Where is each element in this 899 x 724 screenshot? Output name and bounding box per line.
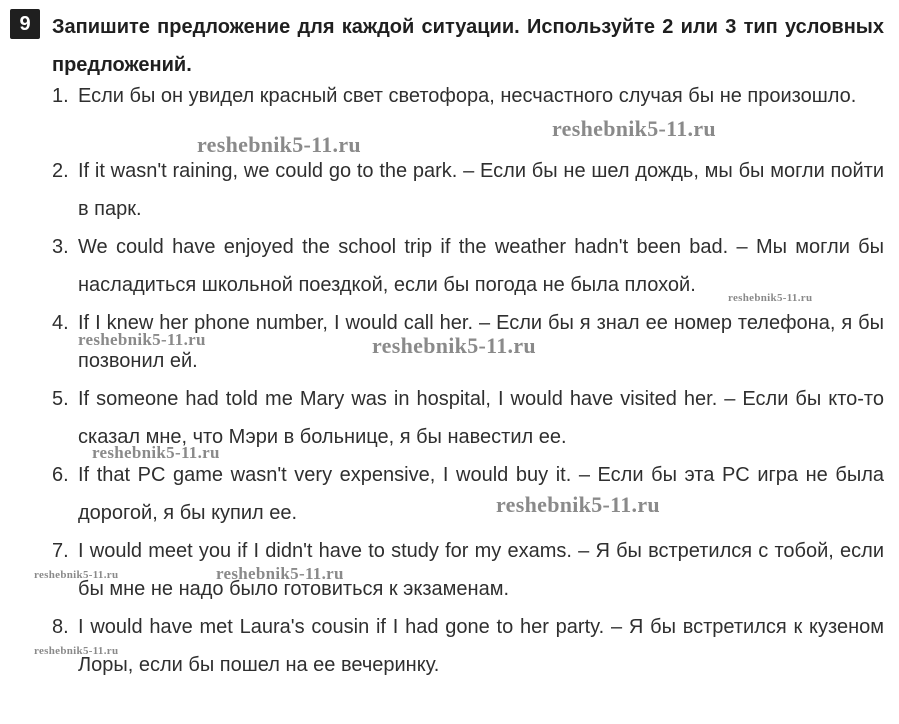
list-item (52, 152, 884, 228)
watermark: reshebnik5-11.ru (197, 132, 361, 157)
watermark: reshebnik5-11.ru (34, 569, 119, 581)
item-number: 8. (52, 616, 69, 638)
item-number: 5. (52, 388, 69, 410)
item-text: We could have enjoyed the school trip if the weather hadn't been bad. – Мы могли бы насладиться школьной поездкой, если бы погода не была плохой. (78, 236, 884, 296)
item-number: 7. (52, 540, 69, 562)
item-number: 6. (52, 464, 69, 486)
list-item (52, 456, 884, 532)
item-text: I would meet you if I didn't have to study for my exams. – Я бы встретился с тобой, если бы мне не надо было готовиться к экзаменам. (78, 540, 884, 600)
list-item (52, 77, 884, 115)
item-number: 2. (52, 160, 69, 182)
watermark: reshebnik5-11.ru (552, 116, 716, 141)
watermark: reshebnik5-11.ru (34, 645, 119, 657)
watermark: reshebnik5-11.ru (728, 292, 813, 304)
item-text: If I knew her phone number, I would call her. – Если бы я знал ее номер телефона, я бы позвонил ей. (78, 312, 884, 372)
watermark: reshebnik5-11.ru (372, 333, 536, 358)
watermark: reshebnik5-11.ru (496, 492, 660, 517)
item-number: 1. (52, 85, 69, 107)
watermark: reshebnik5-11.ru (92, 443, 220, 462)
item-text: If someone had told me Mary was in hospital, I would have visited her. – Если бы кто-то сказал мне, что Мэри в больнице, я бы навестил ее. (78, 388, 884, 448)
item-text: If it wasn't raining, we could go to the park. – Если бы не шел дождь, мы бы могли пойти в парк. (78, 160, 884, 220)
item-text: I would have met Laura's cousin if I had gone to her party. – Я бы встретился к кузеном Лоры, если бы пошел на ее вечеринку. (78, 616, 884, 676)
item-text: If that PC game wasn't very expensive, I would buy it. – Если бы эта PC игра не была дорогой, я бы купил ее. (78, 464, 884, 524)
task-number-badge: 9 (10, 9, 40, 39)
list-item (52, 608, 884, 684)
watermark: reshebnik5-11.ru (78, 330, 206, 349)
item-text: Если бы он увидел красный свет светофора, несчастного случая бы не произошло. (78, 85, 857, 107)
item-number: 3. (52, 236, 69, 258)
watermark: reshebnik5-11.ru (216, 564, 344, 583)
item-number: 4. (52, 312, 69, 334)
list-item (52, 532, 884, 608)
task-title: Запишите предложение для каждой ситуации. Используйте 2 или 3 тип условных предложений. (52, 16, 884, 76)
